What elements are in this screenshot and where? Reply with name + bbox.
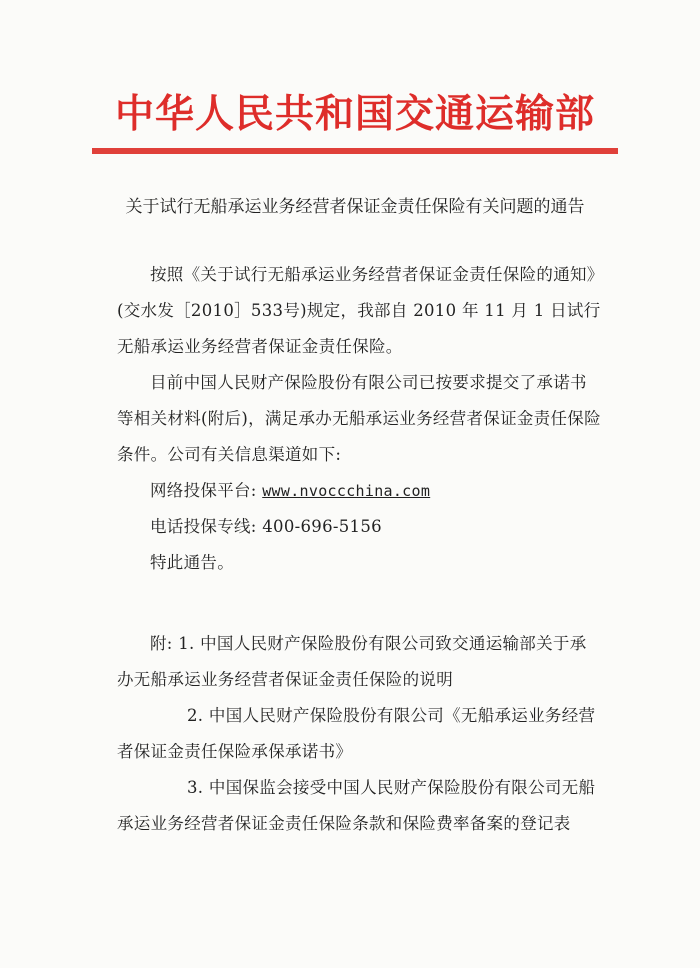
attachment-text: 中国人民财产保险股份有限公司《无船承运业务经营者保证金责任保险承保承诺书》 [117, 706, 596, 761]
phone-number: 400-696-5156 [262, 517, 382, 536]
attachments-section [117, 626, 603, 842]
attachment-text: 中国保监会接受中国人民财产保险股份有限公司无船承运业务经营者保证金责任保险条款和保险费率备案的登记表 [117, 778, 596, 833]
online-platform-label: 网络投保平台: [150, 481, 257, 500]
attachment-number: 2. [187, 706, 204, 725]
attachment-item-2 [117, 698, 603, 770]
online-platform-link[interactable]: www.nvoccchina.com [262, 482, 431, 500]
paragraph-1: 按照《关于试行无船承运业务经营者保证金责任保险的通知》(交水发［2010］533号)规定，我部自 2010 年 11 月 1 日试行无船承运业务经营者保证金责任保险。 [117, 265, 601, 356]
closing-line: 特此通告。 [150, 553, 234, 572]
attachment-item-3 [117, 770, 603, 842]
attachments-prefix: 附: [150, 634, 173, 653]
phone-line [117, 509, 603, 545]
header-red-rule [92, 148, 618, 154]
organization-header: 中华人民共和国交通运输部 [114, 91, 595, 137]
attachment-item-1 [117, 626, 603, 698]
document-title: 关于试行无船承运业务经营者保证金责任保险有关问题的通告 [125, 197, 585, 217]
attachment-number: 3. [187, 778, 204, 797]
paragraph-2: 目前中国人民财产保险股份有限公司已按要求提交了承诺书等相关材料(附后)，满足承办无船承运业务经营者保证金责任保险条件。公司有关信息渠道如下: [117, 373, 601, 464]
phone-label: 电话投保专线: [150, 517, 257, 536]
online-platform-line [117, 473, 603, 509]
document-body [117, 257, 603, 581]
attachment-number: 1. [178, 634, 195, 653]
attachment-text: 中国人民财产保险股份有限公司致交通运输部关于承办无船承运业务经营者保证金责任保险的说明 [117, 634, 587, 689]
